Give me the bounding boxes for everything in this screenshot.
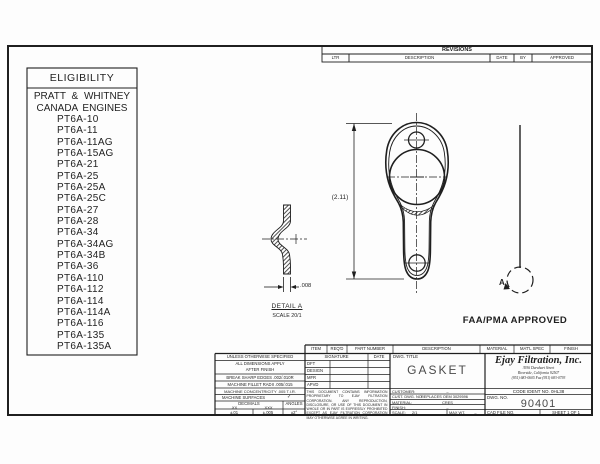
maxwt-value: – — [474, 409, 477, 415]
company-name: Ejay Filtration, Inc. — [495, 354, 582, 366]
proprietary-notice: THIS DOCUMENT CONTAINS INFORMATION PROPRIETARY TO EJAY FILTRATION CORPORATION. ANY REPRODUCTION, DISCLOSURE, OR USE OF THIS DOCUMENT IN WHOLE OR IN PART IS EXPRESSLY PROHIBITED EXCEPT AS EJAY FILTRATION CORPORATION MAY OTHERWISE AGREE IN WRITING. — [306, 390, 388, 420]
revisions-col-approved: APPROVED — [550, 55, 574, 60]
dim-arrow-down — [352, 272, 356, 280]
engine-item: PT6A-135 — [57, 329, 105, 341]
material-label: MATERIAL: — [392, 399, 413, 405]
height-dim-label: (2.11) — [327, 195, 353, 202]
code-ident: CODE IDENT NO. 0HL38 — [512, 389, 565, 394]
detail-a-scale: SCALE 20/1 — [272, 312, 302, 319]
engine-item: PT6A-34 — [57, 227, 99, 239]
sig-header-signature: SIGNATURE — [324, 354, 349, 360]
tol-dec-xxx: .XXX — [263, 405, 273, 411]
dwg-no-value: 90401 — [520, 398, 557, 410]
engine-item: PT6A-15AG — [57, 148, 114, 160]
tol-unless-otherwise: UNLESS OTHERWISE SPECIFIED — [226, 354, 294, 360]
tol-value-xxx: ±.005 — [262, 409, 274, 415]
tol-fillet-radii: MACHINE FILLET RADII .005/.015 — [227, 381, 293, 387]
maxwt-label: MAX WT. — [449, 409, 466, 415]
dwg-title-label: DWG. TITLE — [393, 354, 419, 359]
engine-item: PT6A-10 — [57, 114, 99, 125]
tol-machine-surfaces: MACHINE SURFACES — [222, 395, 266, 400]
scale-label: SCALE: — [392, 409, 406, 415]
dim-arrow-left — [291, 285, 297, 289]
gasket-outer-contour — [386, 123, 448, 280]
engine-item: PT6A-25C — [57, 193, 107, 205]
eligibility-subtitle-2: CANADA ENGINES — [36, 102, 128, 114]
dwg-no-label: DWG. NO. — [487, 394, 508, 400]
callout-letter: A — [499, 278, 505, 287]
dim-arrow-up — [352, 124, 356, 132]
engine-item: PT6A-36 — [57, 261, 99, 273]
engine-item: PT6A-114 — [57, 295, 104, 307]
engine-item: PT6A-28 — [57, 216, 99, 228]
cad-file-label: CAD FILE NO. — [487, 409, 515, 415]
tb-header-description: DESCRIPTION — [422, 345, 451, 351]
finish-value: – — [446, 404, 449, 410]
tb-header-finish: FINISH — [564, 345, 578, 351]
eligibility-subtitle-1: PRATT & WHITNEY — [33, 91, 131, 102]
finish-label: FINISH: — [392, 404, 406, 410]
detail-callout — [504, 125, 534, 293]
engine-list — [57, 115, 137, 353]
tb-header-material: MATERIAL — [486, 345, 508, 351]
revisions-col-description: DESCRIPTION — [404, 55, 435, 60]
section-profile — [271, 205, 291, 274]
surface-finish-icon: ✓ — [287, 394, 292, 400]
sig-row-mfr: MFR — [307, 375, 317, 381]
scale-value: 2/1 — [412, 409, 418, 415]
tb-header-reqd: REQ'D — [330, 345, 344, 351]
tol-concentricity: MACHINE CONCENTRICITY .005 T.I.R. — [224, 388, 296, 394]
faa-pma-approved-label: FAA/PMA APPROVED — [462, 315, 568, 326]
sig-row-design: DESIGN — [307, 368, 324, 374]
tol-decimals-label: DECIMALS — [238, 401, 260, 407]
sig-row-apvd: APVD — [307, 382, 319, 388]
tol-value-xx: ±.01 — [229, 409, 239, 415]
engine-item: PT6A-34AG — [57, 238, 114, 250]
engine-item: PT6A-27 — [57, 204, 99, 216]
thickness-dimension — [264, 277, 299, 292]
company-address-2: Riverside, California 92507 — [517, 370, 560, 375]
tol-break-edges: BREAK SHARP EDGES .002/.010R — [226, 374, 294, 380]
sig-header-date: DATE — [373, 354, 385, 360]
tol-angles-label: ANGLES — [285, 401, 303, 407]
engine-item: PT6A-21 — [57, 159, 99, 171]
dwg-title-value: GASKET — [407, 363, 468, 377]
engine-item: PT6A-34B — [57, 250, 106, 262]
eligibility-title: ELIGIBILITY — [49, 72, 115, 84]
tol-value-angles: ±2° — [290, 409, 298, 415]
cust-dwg-no-value: REPLACES OEM 3029596 — [421, 394, 468, 400]
engine-item: PT6A-110 — [57, 272, 104, 284]
customer-label: CUSTOMER: — [392, 388, 416, 394]
sheet-label: SHEET 1 OF 1 — [552, 409, 580, 415]
tol-after-finish: AFTER FINISH — [245, 366, 275, 372]
company-address-1: 3936 Durahart Street — [522, 366, 555, 370]
thickness-dim-label: .008 — [300, 282, 312, 289]
engine-item: PT6A-135A — [57, 340, 112, 352]
customer-value: – — [446, 388, 449, 394]
detail-a-label: DETAIL A — [271, 303, 303, 310]
tb-header-part-number: PART NUMBER — [354, 345, 385, 351]
sig-row-dft: DFT — [307, 361, 316, 367]
tb-header-item: ITEM — [310, 345, 321, 351]
dim-arrow-right — [278, 285, 284, 289]
tb-header-matl-spec: MAT'L SPEC — [519, 345, 545, 351]
engine-item: PT6A-112 — [57, 284, 104, 296]
engine-item: PT6A-11AG — [57, 136, 113, 148]
revisions-col-ltr: LTR — [331, 55, 340, 60]
revisions-col-date: DATE — [496, 55, 508, 60]
engine-item: PT6A-25 — [57, 170, 99, 182]
tol-dec-xx: .XX — [230, 405, 238, 411]
revisions-title: REVISIONS — [442, 46, 472, 53]
material-value: CRES — [442, 399, 453, 405]
company-phone: (951) 683-0605 Fax (951) 683-0793 — [511, 375, 566, 380]
detail-a-section — [262, 205, 307, 292]
engine-item: PT6A-11 — [57, 125, 98, 137]
engine-item: PT6A-25A — [57, 182, 106, 194]
engine-item: PT6A-116 — [57, 318, 104, 330]
engine-item: PT6A-114A — [57, 306, 111, 318]
revisions-col-by: BY — [520, 55, 526, 60]
height-dimension — [346, 124, 404, 280]
gasket-view — [346, 113, 448, 293]
cust-dwg-no-label: CUST. DWG. NO. — [392, 394, 423, 400]
tol-all-dims: ALL DIMENSIONS APPLY — [235, 361, 285, 367]
